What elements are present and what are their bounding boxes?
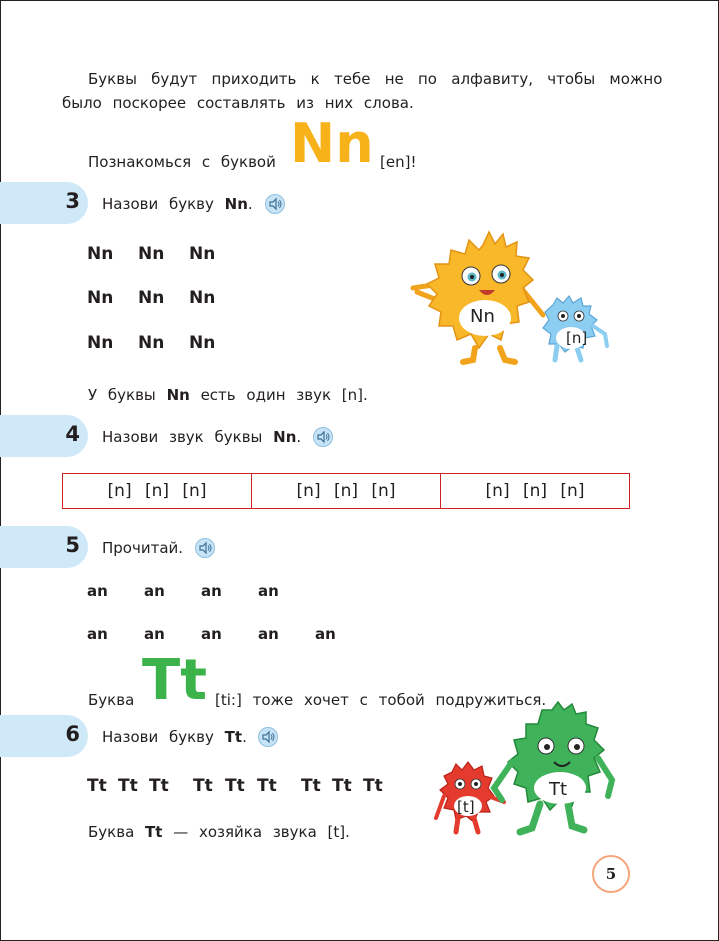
letter-item: Nn — [87, 244, 114, 264]
letter-item: Nn — [138, 333, 165, 353]
sound-cell: [n] [n] [n] — [252, 474, 441, 508]
syllable-item: an — [144, 625, 165, 643]
note-text: У буквы — [88, 386, 156, 404]
letter-item: Nn — [138, 288, 165, 308]
instruction-end: . — [247, 195, 253, 213]
nn-row-2 — [87, 288, 227, 308]
note-text: Буква — [88, 823, 135, 841]
note-text: есть один звук [n]. — [200, 386, 368, 404]
letter-item: Tt — [87, 776, 107, 796]
sound-cell: [n] [n] [n] — [63, 474, 252, 508]
speaker-icon[interactable] — [195, 538, 215, 558]
speaker-icon[interactable] — [265, 194, 285, 214]
letter-item: Tt — [332, 776, 352, 796]
an-row-1 — [87, 582, 317, 602]
monsters-nn-illustration — [405, 230, 625, 370]
sound-cell: [n] [n] [n] — [485, 481, 585, 501]
instruction-end: . — [296, 428, 302, 446]
exercise-6-note — [88, 823, 350, 841]
letter-item: Nn — [138, 244, 165, 264]
nn-row-3 — [87, 333, 227, 353]
speaker-icon[interactable] — [258, 727, 278, 747]
syllable-item: an — [87, 625, 108, 643]
green-monster — [494, 702, 612, 832]
syllable-item: an — [144, 582, 165, 600]
syllable-item: an — [315, 625, 336, 643]
letter-item: Tt — [301, 776, 321, 796]
syllable-item: an — [201, 625, 222, 643]
instruction-end: . — [242, 728, 247, 746]
letter-item: Nn — [189, 244, 216, 264]
note-letter: Nn — [166, 386, 190, 404]
letter-item: Nn — [87, 333, 114, 353]
intro-line-2: было поскорее составлять из них слова. — [62, 94, 414, 112]
letter-item: Tt — [225, 776, 245, 796]
orange-monster — [413, 232, 543, 362]
red-monster — [436, 762, 504, 832]
instruction-letter: Tt — [224, 728, 243, 746]
exercise-3-tab — [0, 182, 88, 224]
big-letter-n: Nn — [290, 112, 374, 175]
note-letter: Tt — [145, 823, 163, 841]
syllable-item: an — [258, 582, 279, 600]
exercise-4-tab — [0, 415, 88, 457]
exercise-6-number: 6 — [65, 722, 80, 746]
blue-monster — [543, 296, 607, 360]
letter-item: Tt — [149, 776, 169, 796]
note-text: — хозяйка звука [t]. — [173, 823, 350, 841]
exercise-4-instruction — [102, 428, 301, 446]
letter-item: Tt — [257, 776, 277, 796]
exercise-3-instruction — [102, 195, 253, 213]
letter-item: Nn — [87, 288, 114, 308]
syllable-item: an — [201, 582, 222, 600]
an-row-2 — [87, 625, 357, 645]
letter-item: Nn — [189, 288, 216, 308]
meet-text: Познакомься с буквой — [88, 153, 276, 171]
monster-nn-label: Nn — [470, 306, 495, 327]
instruction-letter: Nn — [273, 428, 297, 446]
exercise-5-number: 5 — [65, 533, 80, 557]
t-intro-prefix: Буква — [88, 691, 135, 709]
instruction-text: Назови букву — [102, 728, 214, 746]
letter-item: Nn — [189, 333, 216, 353]
exercise-5-instruction: Прочитай. — [102, 539, 184, 557]
instruction-letter: Nn — [224, 195, 248, 213]
n-transcription: [en]! — [380, 153, 417, 171]
page-number: 5 — [592, 855, 630, 893]
letter-item: Tt — [363, 776, 383, 796]
monster-n-sound-label: [n] — [566, 329, 588, 347]
speaker-icon[interactable] — [313, 427, 333, 447]
instruction-text: Назови звук буквы — [102, 428, 263, 446]
exercise-3-number: 3 — [65, 189, 80, 213]
letter-item: Tt — [118, 776, 138, 796]
big-letter-t: Tt — [142, 648, 207, 713]
monsters-tt-illustration — [432, 700, 632, 840]
syllable-item: an — [87, 582, 108, 600]
exercise-5-tab — [0, 526, 88, 568]
intro-line-1: Буквы будут приходить к тебе не по алфавиту, чтобы можно — [88, 70, 663, 88]
sound-table — [62, 473, 630, 509]
nn-row-1 — [87, 244, 227, 264]
t-intro-suffix: [ti:] тоже хочет с тобой подружиться. — [215, 691, 547, 709]
instruction-text: Назови букву — [102, 195, 214, 213]
exercise-6-tab — [0, 715, 88, 757]
exercise-4-number: 4 — [65, 422, 80, 446]
monster-tt-label: Tt — [549, 779, 568, 800]
exercise-6-instruction — [102, 728, 247, 746]
syllable-item: an — [258, 625, 279, 643]
tt-row — [87, 776, 387, 796]
monster-t-sound-label: [t] — [457, 798, 475, 816]
exercise-3-note — [88, 386, 368, 404]
letter-item: Tt — [193, 776, 213, 796]
